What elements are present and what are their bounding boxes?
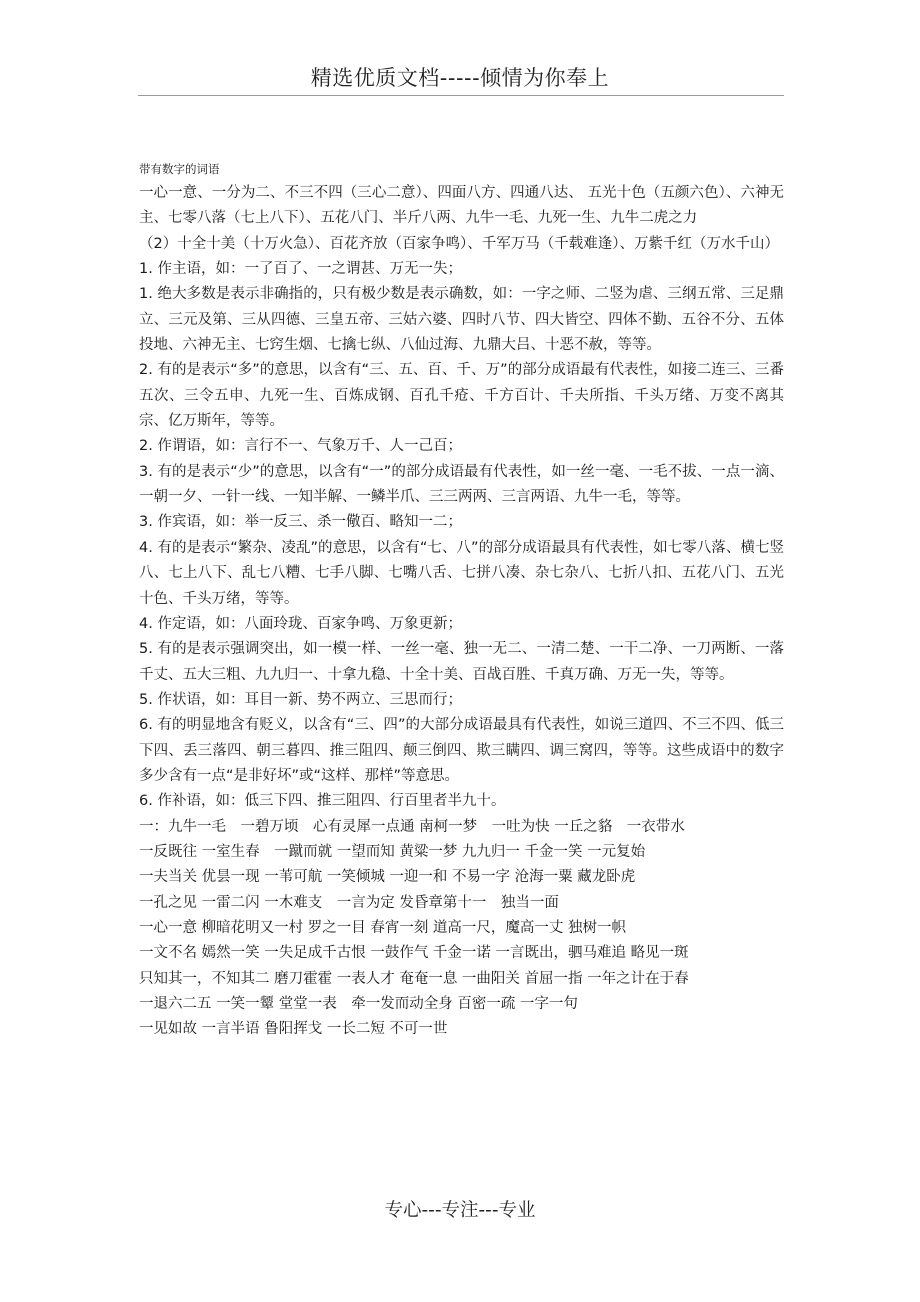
paragraph: 3. 作宾语，如：举一反三、杀一儆百、略知一二； (139, 514, 462, 531)
paragraph: 1. 作主语，如：一了百了、一之谓甚、万无一失； (139, 261, 462, 278)
document-subtitle: 带有数字的词语 (139, 162, 220, 176)
idiom-line: 一见如故 一言半语 鲁阳挥戈 一长二短 不可一世 (139, 1021, 448, 1038)
paragraph: （2）十全十美（十万火急）、百花齐放（百家争鸣）、千军万马（千载难逢）、万紫千红（万水千山） (139, 235, 779, 252)
idiom-line: 一文不名 嫣然一笑 一失足成千古恨 一鼓作气 千金一诺 一言既出，驷马难追 略见一斑 (139, 945, 689, 962)
idiom-line: 只知其一，不知其二 磨刀霍霍 一表人才 奄奄一息 一曲阳关 首屈一指 一年之计在于春 (139, 970, 689, 987)
paragraph: 5. 有的是表示强调突出，如一模一样、一丝一毫、独一无二、一清二楚、一干二净、一刀两断、一落千丈、五大三粗、九九归一、十拿九稳、十全十美、百战百胜、千真万确、万无一失，等等。 (139, 641, 784, 683)
paragraph: 2. 作谓语，如：言行不一、气象万千、人一己百； (139, 438, 462, 455)
paragraph: 6. 有的明显地含有贬义，以含有“三、四”的大部分成语最具有代表性，如说三道四、不三不四、低三下四、丢三落四、朝三暮四、推三阻四、颠三倒四、欺三瞒四、调三窝四，等等。这些成语中的数字多少含有一点“是非好坏”或“这样、那样”等意思。 (139, 717, 784, 784)
paragraph: 5. 作状语，如：耳目一新、势不两立、三思而行； (139, 691, 462, 708)
paragraph: 4. 有的是表示“繁杂、凌乱”的意思，以含有“七、八”的部分成语最具有代表性，如七零八落、横七竖八、七上八下、乱七八糟、七手八脚、七嘴八舌、七拼八凑、杂七杂八、七折八扣、五花八门、五光十色、千头万绪，等等。 (139, 539, 784, 607)
paragraph: 3. 有的是表示“少”的意思，以含有“一”的部分成语最有代表性，如一丝一毫、一毛不拔、一点一滴、一朝一夕、一针一线、一知半解、一鳞半爪、三三两两、三言两语、九牛一毛，等等。 (139, 463, 784, 506)
document-body (139, 159, 784, 1043)
header-divider (138, 95, 784, 96)
idiom-line: 一心一意 柳暗花明又一村 罗之一目 春宵一刻 道高一尺，魔高一丈 独树一帜 (139, 919, 627, 936)
page-header: 精选优质文档-----倾情为你奉上 (310, 66, 610, 90)
paragraph: 4. 作定语，如：八面玲珑、百家争鸣、万象更新； (139, 615, 462, 632)
paragraph: 一心一意、一分为二、不三不四（三心二意）、四面八方、四通八达、 五光十色（五颜六色）、六神无主、七零八落（七上八下）、五花八门、半斤八两、九牛一毛、九死一生、九牛二虎之力 (139, 185, 784, 227)
idiom-line: 一：九牛一毛 一碧万顷 心有灵犀一点通 南柯一梦 一吐为快 一丘之貉 一衣带水 (139, 818, 685, 835)
idiom-line: 一孔之见 一雷二闪 一木难支 一言为定 发昏章第十一 独当一面 (139, 894, 559, 911)
idiom-line: 一退六二五 一笑一颦 堂堂一表 牵一发而动全身 百密一疏 一字一句 (139, 996, 578, 1012)
page-footer: 专心---专注---专业 (384, 1200, 536, 1221)
idiom-line: 一反既往 一室生春 一蹴而就 一望而知 黄粱一梦 九九归一 千金一笑 一元复始 (139, 843, 646, 860)
idiom-line: 一夫当关 优昙一现 一苇可航 一笑倾城 一迎一和 不易一字 沧海一粟 藏龙卧虎 (139, 869, 636, 886)
paragraph: 2. 有的是表示“多”的意思，以含有“三、五、百、千、万”的部分成语最有代表性，如接二连三、三番五次、三令五申、九死一生、百炼成钢、百孔千疮、千方百计、千夫所指、千头万绪、万变不离其宗、亿万斯年，等等。 (139, 362, 784, 430)
paragraph: 1. 绝大多数是表示非确指的，只有极少数是表示确数，如：一字之师、二竖为虐、三纲五常、三足鼎立、三元及第、三从四德、三皇五帝、三姑六婆、四时八节、四大皆空、四体不勤、五谷不分、五体投地、六神无主、七窍生烟、七擒七纵、八仙过海、九鼎大吕、十恶不赦，等等。 (139, 286, 784, 354)
paragraph: 6. 作补语，如：低三下四、推三阻四、行百里者半九十。 (139, 793, 506, 810)
